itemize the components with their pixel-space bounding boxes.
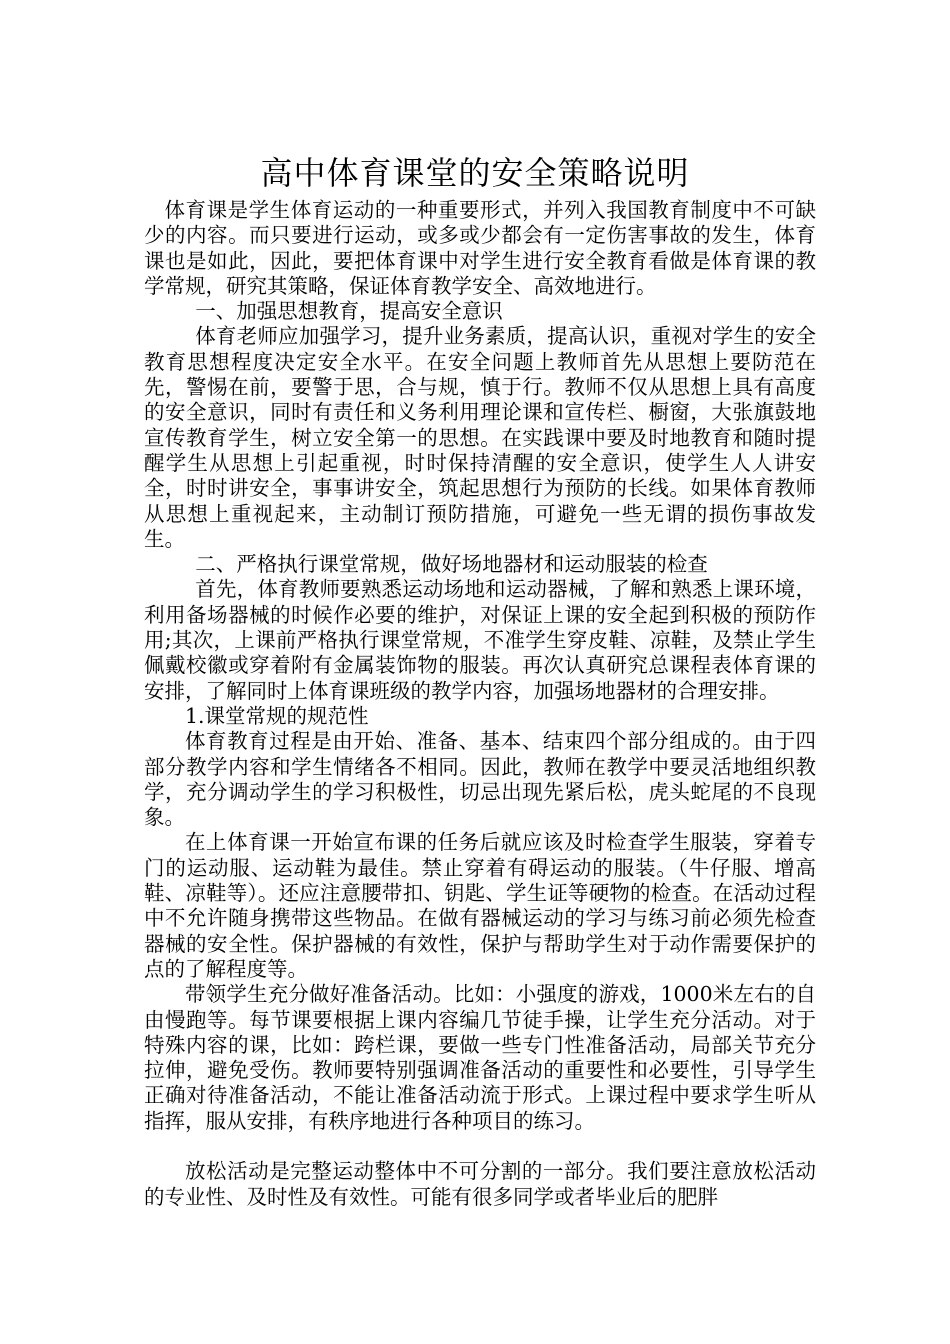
paragraph-section-2: 首先，体育教师要熟悉运动场地和运动器械，了解和熟悉上课环境，利用备场器械的时候作必要的维护，对保证上课的安全起到积极的预防作用;其次，上课前严格执行课堂常规，不准学生穿皮鞋、凉鞋，及禁止学生佩戴校徽或穿着附有金属装饰物的服装。再次认真研究总课程表体育课的安排，了解同时上体育课班级的教学内容，加强场地器材的合理安排。 (144, 577, 816, 703)
paragraph-clothing-check: 在上体育课一开始宣布课的任务后就应该及时检查学生服装，穿着专门的运动服、运动鞋为最佳。禁止穿着有碍运动的服装。（牛仔服、增高鞋、凉鞋等）。还应注意腰带扣、钥匙、学生证等硬物的检查。在活动过程中不允许随身携带这些物品。在做有器械运动的学习与练习前必须先检查器械的安全性。保护器械的有效性，保护与帮助学生对于动作需要保护的点的了解程度等。 (144, 830, 816, 981)
paragraph-section-1: 体育老师应加强学习，提升业务素质，提高认识，重视对学生的安全教育思想程度决定安全水平。在安全问题上教师首先从思想上要防范在先，警惕在前，要警于思，合与规，慎于行。教师不仅从思想上具有高度的安全意识，同时有责任和义务利用理论课和宣传栏、橱窗，大张旗鼓地宣传教育学生，树立安全第一的思想。在实践课中要及时地教育和随时提醒学生从思想上引起重视，时时保持清醒的安全意识，使学生人人讲安全，时时讲安全，事事讲安全，筑起思想行为预防的长线。如果体育教师从思想上重视起来，主动制订预防措施，可避免一些无谓的损伤事故发生。 (144, 324, 816, 551)
paragraph-routine: 体育教育过程是由开始、准备、基本、结束四个部分组成的。由于四部分教学内容和学生情绪各不相同。因此，教师在教学中要灵活地组织教学，充分调动学生的学习积极性，切忌出现先紧后松，虎头蛇尾的不良现象。 (144, 729, 816, 830)
paragraph-cool-down: 放松活动是完整运动整体中不可分割的一部分。我们要注意放松活动的专业性、及时性及有效性。可能有很多同学或者毕业后的肥胖 (144, 1159, 816, 1209)
paragraph-warm-up: 带领学生充分做好准备活动。比如：小强度的游戏，1000米左右的自由慢跑等。每节课要根据上课内容编几节徒手操，让学生充分活动。对于特殊内容的课，比如：跨栏课，要做一些专门性准备活动，局部关节充分拉伸，避免受伤。教师要特别强调准备活动的重要性和必要性，引导学生正确对待准备活动，不能让准备活动流于形式。上课过程中要求学生听从指挥，服从安排，有秩序地进行各种项目的练习。 (144, 982, 816, 1133)
section-heading-2: 二、严格执行课堂常规，做好场地器材和运动服装的检查 (195, 552, 708, 577)
section-heading-1: 一、加强思想教育，提高安全意识 (195, 299, 503, 324)
blank-line (144, 1134, 816, 1159)
paragraph-intro: 体育课是学生体育运动的一种重要形式，并列入我国教育制度中不可缺少的内容。而只要进行运动，或多或少都会有一定伤害事故的发生，体育课也是如此，因此，要把体育课中对学生进行安全教育看做是体育课的教学常规，研究其策略，保证体育教学安全、高效地进行。 (144, 198, 816, 298)
subsection-heading-1: 1.课堂常规的规范性 (185, 703, 369, 728)
document-title: 高中体育课堂的安全策略说明 (260, 154, 690, 192)
document-body (144, 198, 816, 1210)
